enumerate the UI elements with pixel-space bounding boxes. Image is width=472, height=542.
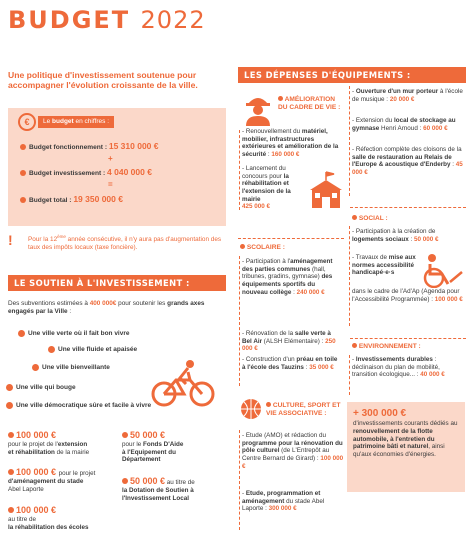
- scolaire-item: - Rénovation de la salle verte à Bel Air (ALSH Elémentaire) : 250 000 €: [242, 330, 336, 353]
- scolaire-title: SCOLAIRE :: [240, 244, 285, 252]
- scolaire-item: - Construction d'un préau en toile à l'école des Tauzins : 35 000 €: [242, 356, 338, 371]
- environnement-item: - Investissements durables : déclinaison du plan de mobilité, transition écologique... : 40 000 €: [352, 356, 445, 379]
- environnement-title: ENVIRONNEMENT :: [352, 343, 421, 351]
- basketball-icon: [240, 398, 262, 420]
- coin-icon: €: [18, 113, 36, 131]
- amount-dsil: 50 000 € au titre de la Dotation de Soutien à l'Investissement Local: [122, 476, 195, 502]
- amount-ecoles: 100 000 € au titre de la réhabilitation des écoles: [8, 505, 89, 531]
- col2-item: - Réfection complète des cloisons de la salle de restauration au Relais de l'Europe & acoustique d'Enderby : 45 000 €: [352, 146, 463, 177]
- figures-heading: Le budget en chiffres :: [38, 116, 114, 128]
- axe-item: Une ville fluide et apaisée: [58, 346, 137, 354]
- social-item-cont: dans le cadre de l'Ad'Ap (Agenda pour l'Accessibilité Programmée) : 100 000 €: [352, 288, 463, 303]
- worker-icon: [240, 90, 276, 126]
- equals-sign: =: [108, 180, 113, 189]
- culture-item: - Etude (AMO) et rédaction du programme pour la rénovation du pôle culturel (de L'Entrepôt au Centre Bernard de Girard) : 100 000 €: [242, 432, 344, 470]
- amount-stade: 100 000 € pour le projet d'aménagement du stade Abel Laporte: [8, 467, 96, 493]
- soutien-intro: Des subventions estimées à 400 000€ pour soutenir les grands axes engagés par la Ville :: [8, 300, 205, 315]
- budget-investissement: Budget investissement : 4 040 000 €: [20, 167, 152, 178]
- scolaire-item: - Participation à l'aménagement des parties communes (hall, tribunes, gradins, gymnase) des équipements sportifs du nouveau collège : 240 000 €: [242, 258, 333, 296]
- social-item: - Participation à la création de logements sociaux : 50 000 €: [352, 228, 439, 243]
- budget-total: Budget total : 19 350 000 €: [20, 194, 123, 205]
- social-item: - Travaux de mise aux normes accessibilité handicapé·e·s: [352, 254, 416, 277]
- extra-investment-box: + 300 000 € d'investissements courants dédiés au renouvellement de la flotte automobile, à l'entretien du patrimoine bâti et naturel, ainsi qu'aux économies d'énergies.: [347, 402, 465, 492]
- tax-notice-text: Pour la 12ème année consécutive, il n'y aura pas d'augmentation des taux des impôts locaux (taxe foncière).: [28, 234, 222, 251]
- culture-title: CULTURE, SPORT ET VIE ASSOCIATIVE :: [266, 402, 341, 418]
- depenses-heading: LES DÉPENSES D'ÉQUIPEMENTS :: [238, 67, 466, 83]
- axe-item: Une ville verte où il fait bon vivre: [28, 330, 130, 338]
- amount-departement: 50 000 € pour le Fonds D'Aide à l'Equipement du Département: [122, 430, 184, 464]
- cadre-title: AMÉLIORATION DU CADRE DE VIE :: [278, 96, 341, 112]
- cadre-item: - Lancement du concours pour la réhabilitation et l'extension de la mairie 425 000 €: [242, 165, 291, 211]
- warning-icon: !: [8, 232, 13, 248]
- budget-figures-box: [8, 108, 226, 226]
- page-title: BUDGET 2022: [8, 6, 206, 34]
- axe-item: Une ville bienveillante: [42, 364, 110, 372]
- axe-item: Une ville démocratique sûre et facile à vivre: [16, 402, 151, 410]
- budget-fonctionnement: Budget fonctionnement : 15 310 000 €: [20, 141, 159, 152]
- amount-mairie: 100 000 € pour le projet de l'extension et réhabilitation de la mairie: [8, 430, 90, 456]
- axe-item: Une ville qui bouge: [16, 384, 76, 392]
- culture-item: - Etude, programmation et aménagement du stade Abel Laporte : 300 000 €: [242, 490, 325, 513]
- social-title: SOCIAL :: [352, 215, 388, 223]
- school-icon: [304, 170, 348, 210]
- plus-sign: +: [108, 154, 113, 163]
- intro-text: Une politique d'investissement soutenue pour accompagner l'évolution croissante de la ville.: [8, 70, 198, 91]
- cadre-item: - Renouvellement du matériel, mobilier, infrastructures extérieures et amélioration de la sécurité : 160 000 €: [242, 128, 339, 159]
- soutien-heading: LE SOUTIEN À L'INVESTISSEMENT :: [8, 275, 226, 291]
- bicycle-icon: [150, 358, 216, 408]
- col2-item: - Extension du local de stockage au gymnase Henri Arnoud : 60 000 €: [352, 117, 456, 132]
- col2-item: - Ouverture d'un mur porteur à l'école de musique : 20 000 €: [352, 88, 463, 103]
- wheelchair-icon: [420, 254, 464, 288]
